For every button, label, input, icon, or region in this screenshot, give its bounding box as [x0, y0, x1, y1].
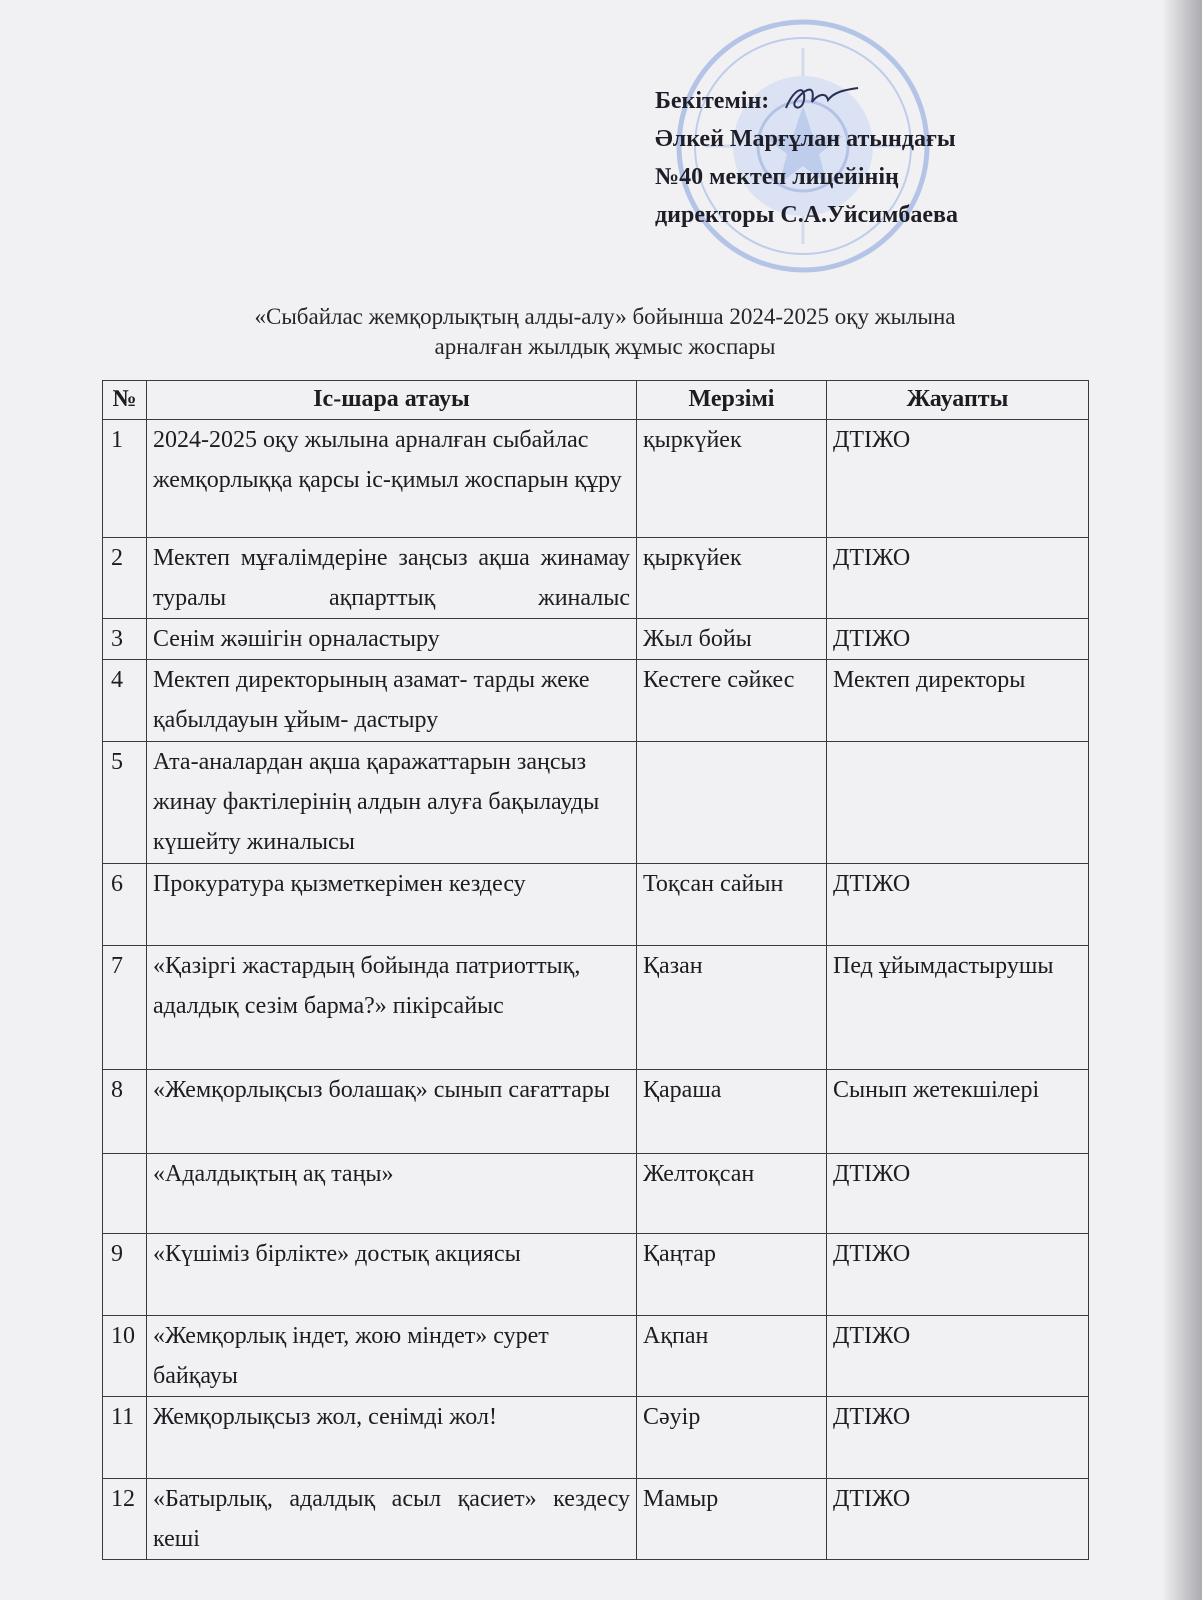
row-period: Мамыр — [637, 1479, 827, 1560]
approval-director: директоры С.А.Уйсимбаева — [655, 202, 958, 228]
table-row — [103, 420, 1089, 538]
row-event: 2024-2025 оқу жылына арналған сыбайлас жемқорлыққа қарсы іс-қимыл жоспарын құру — [147, 420, 637, 538]
row-event: Прокуратура қызметкерімен кездесу — [147, 864, 637, 946]
table-row — [103, 742, 1089, 864]
row-responsible: ДТІЖО — [827, 1397, 1089, 1479]
row-period: Жыл бойы — [637, 619, 827, 660]
row-responsible: Мектеп директоры — [827, 660, 1089, 742]
row-period — [637, 742, 827, 864]
approval-school-number: №40 мектеп лицейінің — [655, 164, 899, 190]
table-row — [103, 1316, 1089, 1397]
approval-title: Бекітемін: — [655, 88, 770, 114]
row-event: Жемқорлықсыз жол, сенімді жол! — [147, 1397, 637, 1479]
row-period: Қараша — [637, 1070, 827, 1154]
row-event: Сенім жәшігін орналастыру — [147, 619, 637, 660]
row-number: 7 — [103, 946, 147, 1070]
row-number: 5 — [103, 742, 147, 864]
row-responsible: ДТІЖО — [827, 1234, 1089, 1316]
row-number: 10 — [103, 1316, 147, 1397]
row-responsible: ДТІЖО — [827, 619, 1089, 660]
row-number: 3 — [103, 619, 147, 660]
row-responsible: ДТІЖО — [827, 420, 1089, 538]
row-number — [103, 1154, 147, 1234]
table-row — [103, 1154, 1089, 1234]
row-responsible: ДТІЖО — [827, 1316, 1089, 1397]
row-number: 4 — [103, 660, 147, 742]
row-responsible — [827, 742, 1089, 864]
table-row — [103, 864, 1089, 946]
row-period: Ақпан — [637, 1316, 827, 1397]
row-number: 2 — [103, 538, 147, 619]
signature — [782, 78, 862, 118]
row-responsible: Пед ұйымдастырушы — [827, 946, 1089, 1070]
table-row — [103, 1070, 1089, 1154]
row-responsible: ДТІЖО — [827, 1479, 1089, 1560]
row-period: Қаңтар — [637, 1234, 827, 1316]
row-responsible: ДТІЖО — [827, 538, 1089, 619]
row-period: Қазан — [637, 946, 827, 1070]
row-period: Сәуір — [637, 1397, 827, 1479]
row-period: қыркүйек — [637, 538, 827, 619]
row-event: «Адалдықтың ақ таңы» — [147, 1154, 637, 1234]
row-number: 6 — [103, 864, 147, 946]
title-line-1: «Сыбайлас жемқорлықтың алды-алу» бойынша 2024-2025 оқу жылына — [254, 304, 956, 329]
row-event: Мектеп мұғалімдеріне заңсыз ақша жинамау туралы ақпарттық жиналыс — [147, 538, 637, 619]
row-number: 1 — [103, 420, 147, 538]
row-period: қыркүйек — [637, 420, 827, 538]
table-row — [103, 1397, 1089, 1479]
row-event: Ата-аналардан ақша қаражаттарын заңсыз жинау фактілерінің алдын алуға бақылауды күшейту жиналысы — [147, 742, 637, 864]
table-header-row — [103, 381, 1089, 420]
header-event: Іс-шара атауы — [147, 381, 637, 420]
work-plan-table — [102, 380, 1089, 1560]
row-event: «Жемқорлықсыз болашақ» сынып сағаттары — [147, 1070, 637, 1154]
row-period: Желтоқсан — [637, 1154, 827, 1234]
header-period: Мерзімі — [637, 381, 827, 420]
row-period: Кестеге сәйкес — [637, 660, 827, 742]
row-responsible: ДТІЖО — [827, 864, 1089, 946]
table-row — [103, 619, 1089, 660]
row-number: 12 — [103, 1479, 147, 1560]
row-period: Тоқсан сайын — [637, 864, 827, 946]
row-number: 9 — [103, 1234, 147, 1316]
row-event: «Күшіміз бірлікте» достық акциясы — [147, 1234, 637, 1316]
title-line-2: арналған жылдық жұмыс жоспары — [434, 334, 776, 359]
page-edge-shadow — [1162, 0, 1202, 1600]
row-number: 8 — [103, 1070, 147, 1154]
row-number: 11 — [103, 1397, 147, 1479]
table-row — [103, 1234, 1089, 1316]
row-event: «Батырлық, адалдық асыл қасиет» кездесу кеші — [147, 1479, 637, 1560]
row-event: «Қазіргі жастардың бойында патриоттық, адалдық сезім барма?» пікірсайыс — [147, 946, 637, 1070]
header-number: № — [103, 381, 147, 420]
row-responsible: Сынып жетекшілері — [827, 1070, 1089, 1154]
document-title — [100, 302, 1110, 362]
table-row — [103, 1479, 1089, 1560]
header-responsible: Жауапты — [827, 381, 1089, 420]
approval-school-name: Әлкей Марғұлан атындағы — [655, 126, 956, 152]
row-responsible: ДТІЖО — [827, 1154, 1089, 1234]
row-event: «Жемқорлық індет, жою міндет» сурет байқауы — [147, 1316, 637, 1397]
table-row — [103, 538, 1089, 619]
row-event: Мектеп директорының азамат- тарды жеке қабылдауын ұйым- дастыру — [147, 660, 637, 742]
table-row — [103, 660, 1089, 742]
table-row — [103, 946, 1089, 1070]
